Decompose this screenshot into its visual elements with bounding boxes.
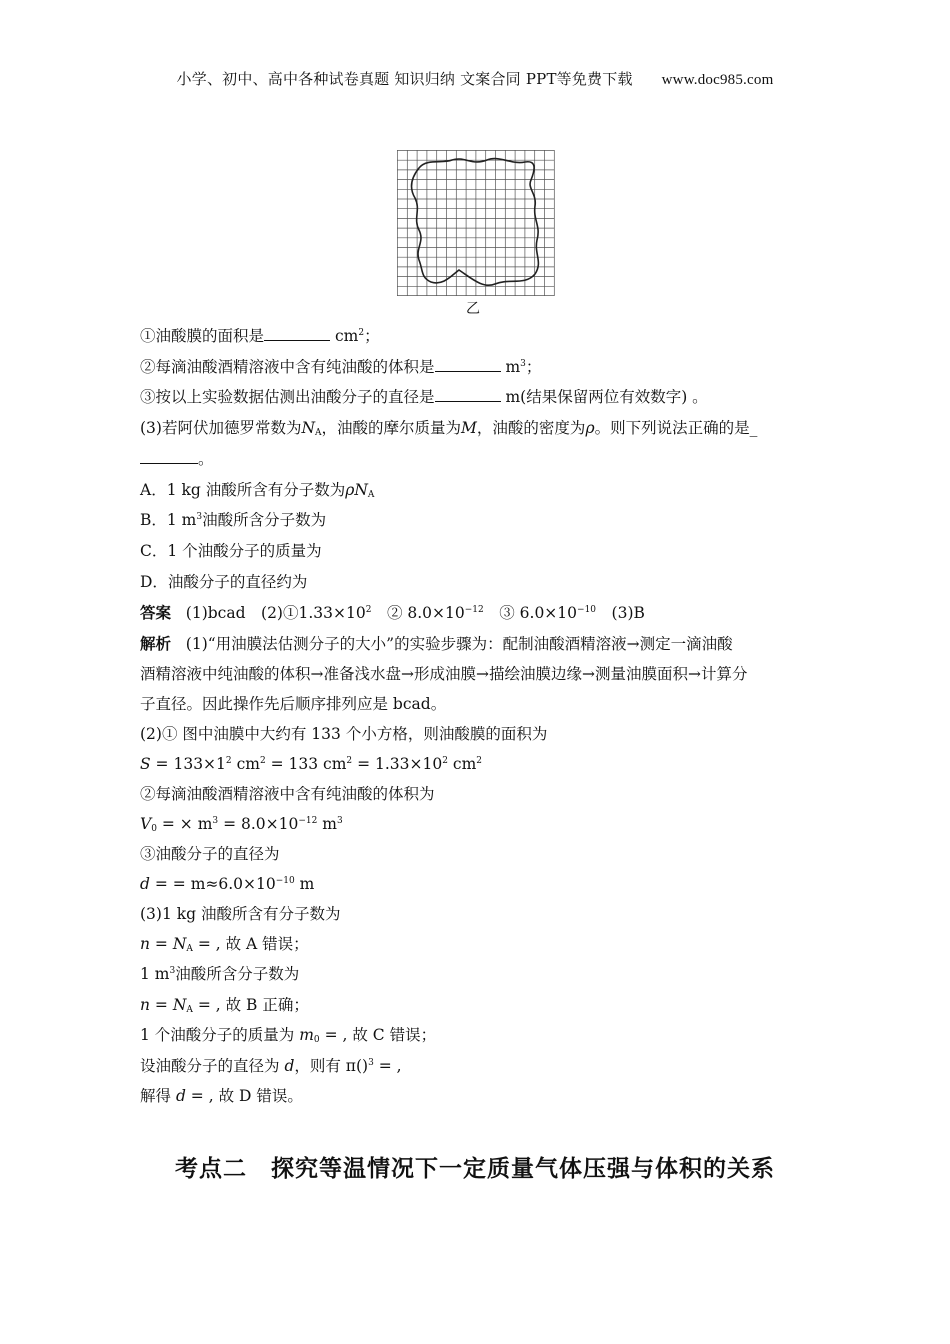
- option-d: D．油酸分子的直径约为: [140, 573, 308, 591]
- section-heading: 考点二 探究等温情况下一定质量气体压强与体积的关系: [175, 1156, 775, 1182]
- answer-blank: [435, 387, 501, 402]
- analysis-line-16: 解得 d = , 故 D 错误。: [140, 1087, 303, 1105]
- answer-line: 答案 (1)bcad $(2)①1.33\times 10^2$ ② $8.0\times 10^{-12}$ ③ $6.0\times 10^{-10}$ (3)B: [140, 603, 645, 622]
- figure-caption: 乙: [466, 301, 480, 317]
- analysis-line-14: 1 个油酸分子的质量为 $m_0$ = , 故 C 错误；: [140, 1026, 437, 1045]
- oil-film-outline: [412, 159, 539, 286]
- question-2: ②每滴油酸酒精溶液中含有纯油酸的体积是 $m^3$；: [140, 358, 542, 376]
- analysis-line-6: ②每滴油酸酒精溶液中含有纯油酸的体积为: [140, 785, 435, 803]
- analysis-line-8: ③油酸分子的直径为: [140, 845, 280, 863]
- analysis-line-15: 设油酸分子的直径为 d，则有 π()$^3$ = ,: [140, 1057, 402, 1075]
- analysis-line-9: d = = $m\approx 6.0\times 10^{-10}$ m: [140, 875, 315, 893]
- analysis-line-4: (2)① 图中油膜中大约有 133 个小方格，则油酸膜的面积为: [140, 725, 548, 743]
- answer-blank: [435, 357, 501, 372]
- oil-film-grid-figure: [397, 150, 555, 296]
- answer-label: 答案: [140, 603, 172, 622]
- analysis-line-7: $V_0$ = × $m^3 = 8.0\times 10^{-12}$ $m^3$: [140, 815, 343, 834]
- analysis-line-5: $S = 133\times 1^2$ $cm^2 = 133$ $cm^2 = 1.33\times 10^2$ $cm^2$: [140, 755, 483, 773]
- option-c: C．1 个油酸分子的质量为: [140, 542, 322, 560]
- answer-blank: [264, 326, 330, 341]
- analysis-line-2: 酒精溶液中纯油酸的体积→准备浅水盘→形成油膜→描绘油膜边缘→测量油膜面积→计算分: [140, 665, 748, 683]
- question-4-cont: 。: [140, 449, 214, 469]
- analysis-line-1: 解析 (1)“用油膜法估测分子的大小”的实验步骤为：配制油酸酒精溶液→测定一滴油酸: [140, 634, 733, 653]
- analysis-line-11: $n = N_A$ = , 故 A 错误；: [140, 935, 309, 954]
- page-header: [0, 68, 950, 89]
- option-a: A．1 kg 油酸所含有分子数为$\rho N_A$: [140, 481, 375, 500]
- analysis-line-12: 1 $m^3$油酸所含分子数为: [140, 965, 300, 983]
- header-text: 小学、初中、高中各种试卷真题 知识归纳 文案合同 PPT等免费下载: [176, 70, 633, 88]
- question-4: (3)若阿伏加德罗常数为$N_A$，油酸的摩尔质量为M，油酸的密度为ρ。则下列说法正确的是_: [140, 419, 758, 438]
- question-1: ①油酸膜的面积是 $cm^2$；: [140, 327, 380, 345]
- header-site: www.doc985.com: [661, 72, 774, 88]
- analysis-line-10: (3)1 kg 油酸所含有分子数为: [140, 905, 341, 923]
- answer-blank: [140, 449, 198, 464]
- option-b: B．1 $m^3$油酸所含分子数为: [140, 511, 327, 529]
- question-3: ③按以上实验数据估测出油酸分子的直径是 m(结果保留两位有效数字) 。: [140, 388, 708, 406]
- analysis-line-3: 子直径。因此操作先后顺序排列应是 bcad。: [140, 695, 447, 713]
- grid-lines: [397, 150, 554, 296]
- analysis-label: 解析: [140, 634, 172, 653]
- analysis-line-13: $n = N_A$ = , 故 B 正确；: [140, 996, 309, 1015]
